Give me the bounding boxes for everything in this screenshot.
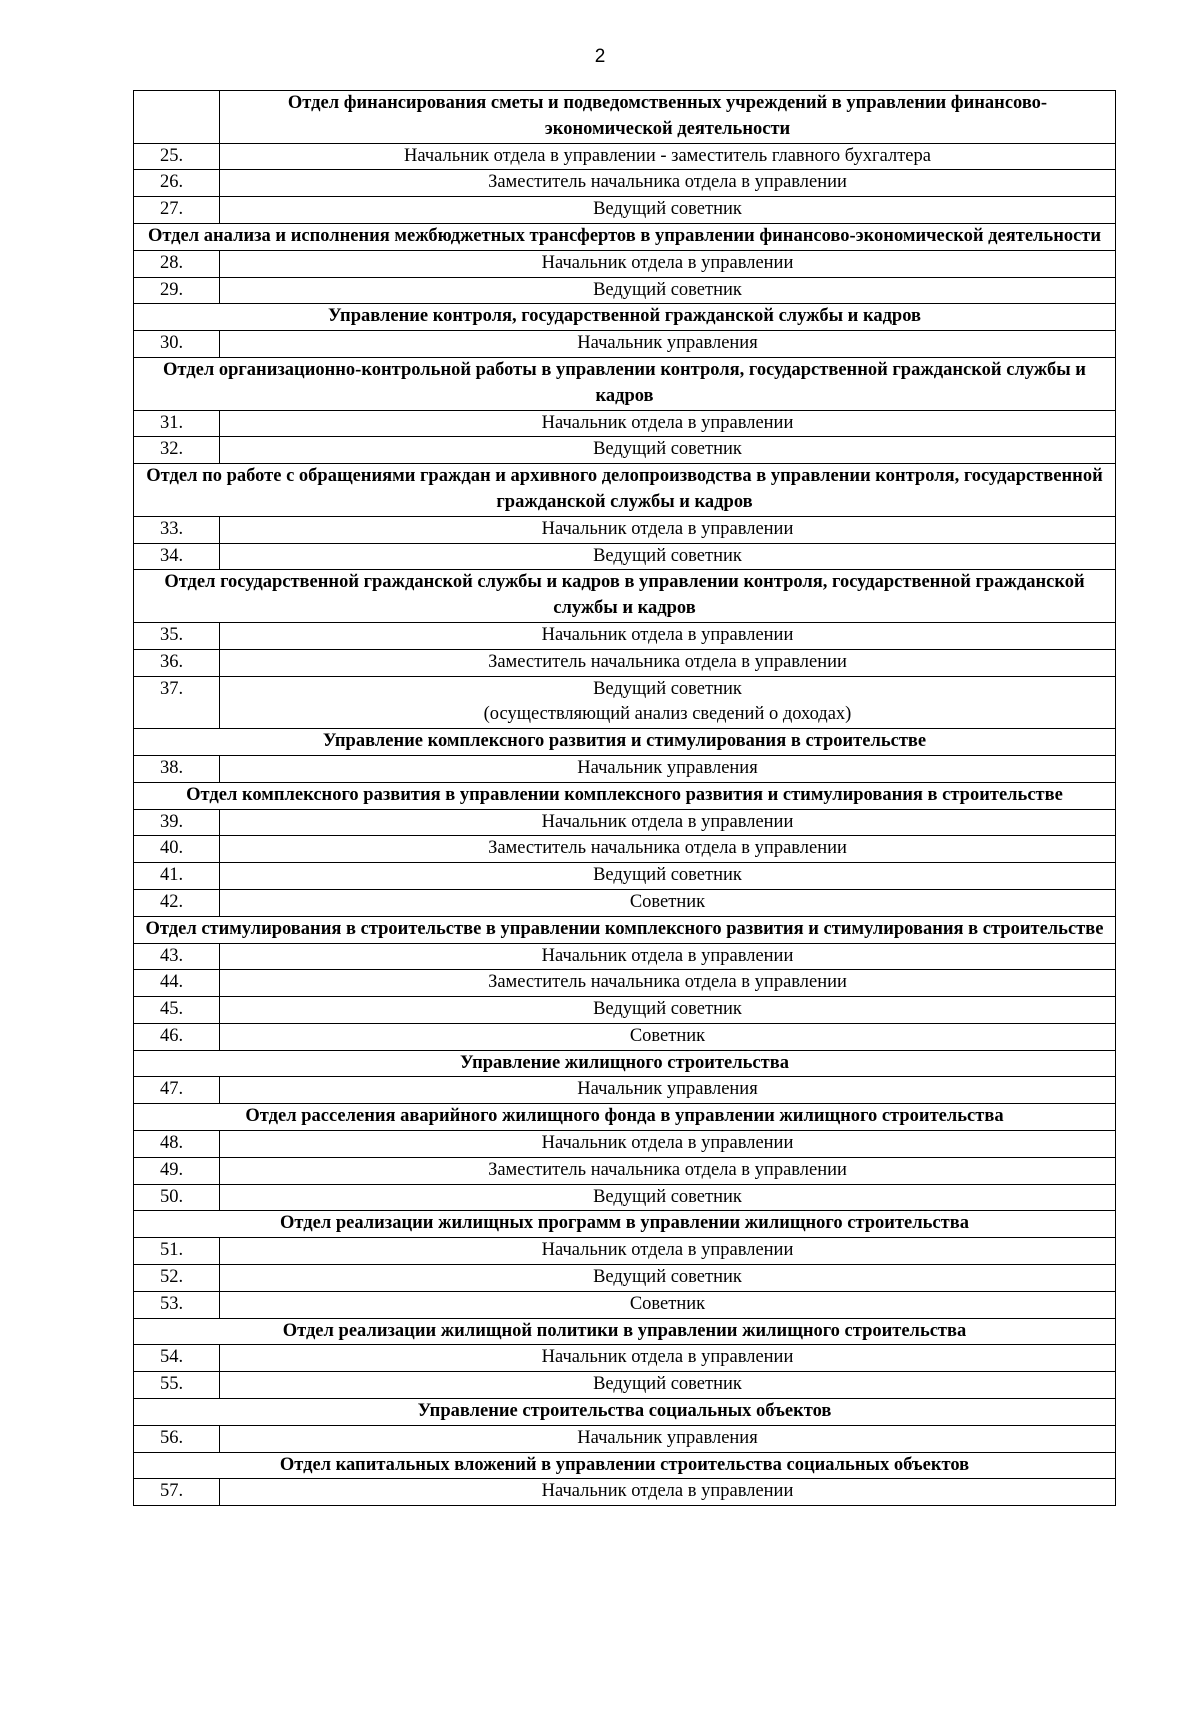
- position-row: [134, 543, 1116, 570]
- position-title: Ведущий советник: [593, 279, 742, 300]
- position-title-cell: [220, 170, 1116, 197]
- position-title: Ведущий советник: [593, 439, 742, 460]
- position-title-cell: [220, 1184, 1116, 1211]
- position-title: Ведущий советник: [593, 999, 742, 1020]
- position-title-cell: [220, 410, 1116, 437]
- position-title-cell: [220, 1077, 1116, 1104]
- section-header: Отдел реализации жилищных программ в управлении жилищного строительства: [134, 1211, 1116, 1238]
- position-title-cell: [220, 516, 1116, 543]
- row-number: 45.: [134, 997, 220, 1024]
- position-title-cell: [220, 755, 1116, 782]
- position-title: Заместитель начальника отдела в управлении: [488, 651, 847, 672]
- row-number: 40.: [134, 836, 220, 863]
- position-title-cell: [220, 1023, 1116, 1050]
- position-title-cell: [220, 943, 1116, 970]
- row-number: 35.: [134, 622, 220, 649]
- row-number: 52.: [134, 1265, 220, 1292]
- section-header-row: [134, 304, 1116, 331]
- position-note: (осуществляющий анализ сведений о доходах): [483, 704, 852, 725]
- position-title-cell: [220, 809, 1116, 836]
- position-title: Начальник отдела в управлении: [541, 1347, 794, 1368]
- position-row: [134, 755, 1116, 782]
- row-number: 43.: [134, 943, 220, 970]
- position-row: [134, 170, 1116, 197]
- position-title: Ведущий советник: [593, 545, 742, 566]
- page-number: 2: [594, 46, 606, 67]
- position-title-cell: [220, 1372, 1116, 1399]
- row-number: 42.: [134, 889, 220, 916]
- section-header-row: [134, 464, 1116, 517]
- position-row: [134, 997, 1116, 1024]
- position-title: Начальник отдела в управлении: [541, 412, 794, 433]
- position-row: [134, 1184, 1116, 1211]
- position-title-cell: [220, 331, 1116, 358]
- position-row: [134, 943, 1116, 970]
- position-title-cell: [220, 889, 1116, 916]
- row-number: 31.: [134, 410, 220, 437]
- section-header: Отдел государственной гражданской службы и кадров в управлении контроля, государственной гражданской службы и кадров: [134, 570, 1116, 623]
- section-header: Управление комплексного развития и стимулирования в строительстве: [134, 729, 1116, 756]
- position-title-cell: [220, 1479, 1116, 1506]
- position-title-cell: [220, 836, 1116, 863]
- position-title: Начальник отдела в управлении: [541, 811, 794, 832]
- section-header: Отдел организационно-контрольной работы в управлении контроля, государственной гражданской службы и кадров: [134, 357, 1116, 410]
- section-header-row: [134, 1452, 1116, 1479]
- position-title: Начальник управления: [577, 1427, 758, 1448]
- position-title: Заместитель начальника отдела в управлении: [488, 838, 847, 859]
- position-title-cell: [220, 997, 1116, 1024]
- position-title: Советник: [629, 1293, 706, 1314]
- position-title-cell: [220, 250, 1116, 277]
- position-title-cell: [220, 649, 1116, 676]
- position-row: [134, 970, 1116, 997]
- position-title: Заместитель начальника отдела в управлении: [488, 1159, 847, 1180]
- position-title-cell: [220, 1238, 1116, 1265]
- position-row: [134, 437, 1116, 464]
- section-header-row: [134, 357, 1116, 410]
- position-row: [134, 1077, 1116, 1104]
- position-title: Начальник управления: [577, 1079, 758, 1100]
- position-title: Начальник управления: [577, 333, 758, 354]
- position-row: [134, 331, 1116, 358]
- row-number: 28.: [134, 250, 220, 277]
- row-number: 51.: [134, 1238, 220, 1265]
- row-number: 49.: [134, 1157, 220, 1184]
- row-number: 54.: [134, 1345, 220, 1372]
- position-title-cell: [220, 1345, 1116, 1372]
- row-number: 36.: [134, 649, 220, 676]
- position-title: Начальник отдела в управлении: [541, 624, 794, 645]
- position-row: [134, 1131, 1116, 1158]
- section-header: Отдел капитальных вложений в управлении строительства социальных объектов: [134, 1452, 1116, 1479]
- section-header: Отдел расселения аварийного жилищного фонда в управлении жилищного строительства: [134, 1104, 1116, 1131]
- position-title: Ведущий советник: [593, 1374, 742, 1395]
- position-title-cell: [220, 1131, 1116, 1158]
- row-number: 57.: [134, 1479, 220, 1506]
- position-title-cell: [220, 863, 1116, 890]
- section-header: Управление контроля, государственной гражданской службы и кадров: [134, 304, 1116, 331]
- positions-table: [133, 90, 1116, 1506]
- position-title: Ведущий советник: [593, 678, 742, 699]
- position-row: [134, 1157, 1116, 1184]
- row-number: 29.: [134, 277, 220, 304]
- position-row: [134, 863, 1116, 890]
- position-title: Ведущий советник: [593, 199, 742, 220]
- row-number: 39.: [134, 809, 220, 836]
- row-number: 55.: [134, 1372, 220, 1399]
- section-header-row: [134, 223, 1116, 250]
- row-number: 37.: [134, 676, 220, 729]
- position-title: Начальник отдела в управлении: [541, 1133, 794, 1154]
- position-title-cell: [220, 197, 1116, 224]
- position-title: Начальник отдела в управлении: [541, 1240, 794, 1261]
- position-title: Начальник отдела в управлении: [541, 252, 794, 273]
- row-number: 27.: [134, 197, 220, 224]
- position-row: [134, 836, 1116, 863]
- row-number: 38.: [134, 755, 220, 782]
- position-title-cell: [220, 1265, 1116, 1292]
- position-row: [134, 1265, 1116, 1292]
- row-number: 30.: [134, 331, 220, 358]
- section-header: Управление строительства социальных объектов: [134, 1399, 1116, 1426]
- position-row: [134, 1345, 1116, 1372]
- position-row: [134, 197, 1116, 224]
- section-header-row: [134, 1211, 1116, 1238]
- position-title: Начальник отдела в управлении: [541, 945, 794, 966]
- row-number: 26.: [134, 170, 220, 197]
- position-title: Советник: [629, 891, 706, 912]
- position-title: Начальник отдела в управлении: [541, 518, 794, 539]
- position-title-cell: [220, 543, 1116, 570]
- section-header: Отдел по работе с обращениями граждан и архивного делопроизводства в управлении контроля, государственной гражданской службы и кадров: [134, 464, 1116, 517]
- section-header-row: [134, 1050, 1116, 1077]
- row-number: 48.: [134, 1131, 220, 1158]
- position-title: Начальник отдела в управлении - заместитель главного бухгалтера: [404, 145, 931, 166]
- empty-number-cell: [134, 91, 220, 144]
- position-title-cell: [220, 437, 1116, 464]
- section-header: Управление жилищного строительства: [134, 1050, 1116, 1077]
- section-header-row: [134, 782, 1116, 809]
- section-header-row: [134, 916, 1116, 943]
- position-row: [134, 676, 1116, 729]
- row-number: 53.: [134, 1291, 220, 1318]
- position-row: [134, 143, 1116, 170]
- section-header-row: [134, 91, 1116, 144]
- position-title-cell: [220, 143, 1116, 170]
- position-row: [134, 1479, 1116, 1506]
- row-number: 32.: [134, 437, 220, 464]
- position-title-cell: [220, 970, 1116, 997]
- row-number: 33.: [134, 516, 220, 543]
- section-header-row: [134, 570, 1116, 623]
- position-row: [134, 1238, 1116, 1265]
- position-row: [134, 1023, 1116, 1050]
- position-row: [134, 250, 1116, 277]
- section-header-row: [134, 1318, 1116, 1345]
- row-number: 44.: [134, 970, 220, 997]
- position-row: [134, 649, 1116, 676]
- position-title-cell: [220, 1157, 1116, 1184]
- position-title-cell: [220, 1291, 1116, 1318]
- position-row: [134, 1425, 1116, 1452]
- position-row: [134, 622, 1116, 649]
- section-header: Отдел финансирования сметы и подведомственных учреждений в управлении финансово-экономической деятельности: [220, 91, 1116, 144]
- row-number: 56.: [134, 1425, 220, 1452]
- row-number: 41.: [134, 863, 220, 890]
- position-title-cell: [220, 676, 1116, 729]
- section-header: Отдел анализа и исполнения межбюджетных трансфертов в управлении финансово-экономической деятельности: [134, 223, 1116, 250]
- position-title: Начальник управления: [577, 757, 758, 778]
- position-title-cell: [220, 277, 1116, 304]
- section-header: Отдел комплексного развития в управлении комплексного развития и стимулирования в строительстве: [134, 782, 1116, 809]
- row-number: 34.: [134, 543, 220, 570]
- section-header: Отдел реализации жилищной политики в управлении жилищного строительства: [134, 1318, 1116, 1345]
- row-number: 47.: [134, 1077, 220, 1104]
- row-number: 25.: [134, 143, 220, 170]
- position-title: Советник: [629, 1025, 706, 1046]
- section-header: Отдел стимулирования в строительстве в управлении комплексного развития и стимулирования в строительстве: [134, 916, 1116, 943]
- position-row: [134, 809, 1116, 836]
- position-row: [134, 1291, 1116, 1318]
- row-number: 50.: [134, 1184, 220, 1211]
- position-row: [134, 516, 1116, 543]
- row-number: 46.: [134, 1023, 220, 1050]
- position-title: Начальник отдела в управлении: [541, 1481, 794, 1502]
- position-title: Ведущий советник: [593, 1186, 742, 1207]
- section-header-row: [134, 729, 1116, 756]
- position-row: [134, 1372, 1116, 1399]
- position-row: [134, 889, 1116, 916]
- position-title-cell: [220, 622, 1116, 649]
- position-title: Ведущий советник: [593, 1267, 742, 1288]
- position-title: Заместитель начальника отдела в управлении: [488, 172, 847, 193]
- position-title: Заместитель начальника отдела в управлении: [488, 972, 847, 993]
- position-title: Ведущий советник: [593, 865, 742, 886]
- section-header-row: [134, 1104, 1116, 1131]
- section-header-row: [134, 1399, 1116, 1426]
- position-title-cell: [220, 1425, 1116, 1452]
- position-row: [134, 410, 1116, 437]
- position-row: [134, 277, 1116, 304]
